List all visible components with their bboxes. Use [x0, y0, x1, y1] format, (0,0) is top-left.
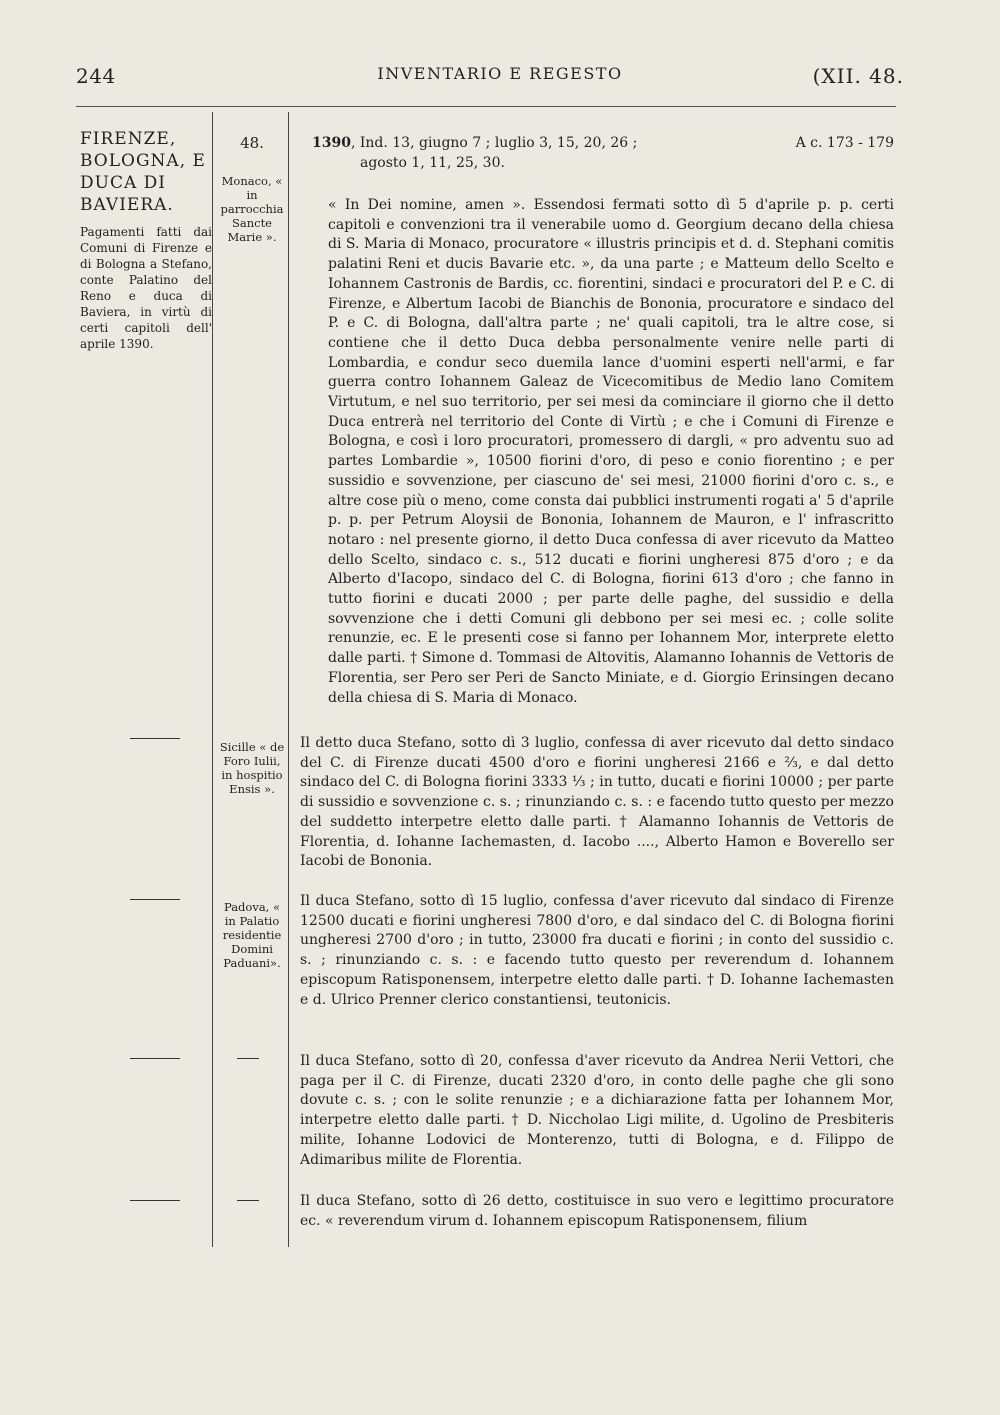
paragraph: Il duca Stefano, sotto dì 15 luglio, confessa d'aver ricevuto dal sindaco di Firenze 12500 ducati e fiorini ungheresi 7800 d'oro, e dal sindaco del C. di Bologna fiorini ungheresi 2700 d'oro ; in tutto, 23000 fra ducati e fiorini ; in conto del sussidio c. s. ; rinunziando c. s. : e facendo tutto questo per reverendum d. Iohannem episcopum Ratisponensem, interpetre eletto dalle parti. † D. Iohanne Iachemasten e d. Ulrico Prenner clerico constantiensi, teutonicis. [300, 893, 894, 1008]
entry-body [300, 892, 894, 1010]
left-margin-column [80, 128, 212, 352]
ditto-dash [237, 1058, 259, 1059]
entry-dates: , Ind. 13, giugno 7 ; luglio 3, 15, 20, 26 ; [350, 135, 638, 151]
place-heading: FIRENZE, BOLOGNA, E DUCA DI BAVIERA. [80, 129, 206, 215]
location-padova: Padova, « in Palatio residentie Domini Paduani». [222, 900, 282, 970]
archive-reference: A c. 173 - 179 [795, 135, 894, 151]
paragraph: Il duca Stefano, sotto dì 26 detto, costituisce in suo vero e legittimo procuratore ec. « reverendum virum d. Iohannem episcopum Ratisponensem, filium [300, 1193, 894, 1229]
paragraph: Il duca Stefano, sotto dì 20, confessa d'aver ricevuto da Andrea Nerii Vettori, che paga per il C. di Firenze, ducati 2320 d'oro, in conto delle paghe che gli sono dovute c. s. ; con le solite renunzie ; e a dichiarazione fatta per Iohannem Mor, interpetre eletto dalle parti. † D. Niccholao Ligi milite, d. Ugolino de Presbiteris milite, Iohanne Lodovici de Monterenzo, tutti di Bologna, e d. Filippo de Adimaribus milite de Florentia. [300, 1053, 894, 1168]
entry-body [300, 1192, 894, 1231]
paragraph: « In Dei nomine, amen ». Essendosi fermati sotto dì 5 d'aprile p. p. certi capitoli e convenzioni tra il venerabile uomo d. Georgium decano della chiesa di S. Maria di Monaco, procuratore « illustris principis et d. d. Stephani comitis palatini Reni et ducis Bavarie etc. », da una parte ; e Matteum dello Scelto e Iohannem Castronis de Bardis, cc. fiorentini, sindaci e procuratori del P. e C. di Firenze, e Albertum Iacobi de Bianchis de Bononia, procuratore e sindaco del P. e C. di Bologna, dall'altra parte ; ne' quali capitoli, tra le altre cose, si contiene che il detto Duca debba personalmente venire nelle parti di Lombardia, e condur seco duemila lance d'uomini esperti nell'armi, e far guerra contro Iohannem Galeaz de Vicecomitibus de Medio lano Comitem Virtutum, e nel suo territorio, per sei mesi da cominciare il giorno che il detto Duca entrerà nel territorio del Conte di Virtù ; e che i Comuni di Firenze e Bologna, e così i loro procuratori, promessero di dargli, « pro adventu suo ad partes Lombardie », 10500 fiorini d'oro, di peso e conio fiorentino ; e per sussidio e sovvenzione, per ciascuno de' sei mesi, 21000 fiorini d'oro c. s., e altre cose più o meno, come consta dai pubblici instrumenti rogati a' 5 d'aprile p. p. per Petrum Aloysii de Bononia, Iohannem de Mauron, e l' infrascritto notaro : nel presente giorno, il detto Duca confessa di aver ricevuto da Matteo dello Scelto, sindaco c. s., 512 ducati e fiorini ungheresi 875 d'oro ; e da Alberto d'Iacopo, sindaco del C. di Bologna, fiorini 613 d'oro ; che fanno in tutto fiorini e ducati 2000 ; per parte delle paghe, del sussidio e della sovvenzione che i detti Comuni gli debbono per sei mesi ec. ; colle solite renunzie, ec. E le presenti cose si fanno per Iohannem Mor, interprete eletto dalle parti. † Simone d. Tommasi de Altovitis, Alamanno Iohannis de Vettoris de Florentia, ser Pero ser Peri de Sancto Miniate, e d. Giorgio Erinsingen decano della chiesa di S. Maria di Monaco. [328, 197, 894, 706]
entry-year: 1390 [312, 135, 351, 151]
page-number: 244 [76, 64, 116, 88]
paragraph: Il detto duca Stefano, sotto dì 3 luglio, confessa di aver ricevuto dal detto sindaco del C. di Firenze ducati 4500 d'oro e fiorini ungheresi 2166 e ⅔, e dal detto sindaco del C. di Bologna fiorini 3333 ⅓ ; in tutto, ducati e fiorini 10000 ; per parte di sussidio e sovvenzione c. s. ; rinunziando c. s. : e facendo tutto questo per mezzo del suddetto interpetre eletto dalle parti. † Alamanno Iohannis de Vettoris de Florentia, d. Iohanne Iachemasten, d. Iacobo ...., Alberto Hamon e Boverello ser Iacobi de Bononia. [300, 735, 894, 870]
entry-body [300, 196, 894, 708]
ditto-dash [130, 1200, 180, 1201]
entry-summary: Pagamenti fatti dai Comuni di Firenze e di Bologna a Stefano, conte Palatino del Reno e duca di Baviera, in virtù di certi capitoli dell' aprile 1390. [80, 225, 212, 351]
ditto-dash [237, 1200, 259, 1201]
entry-heading [300, 134, 894, 173]
header-rule [76, 106, 896, 107]
entry-body [300, 734, 894, 872]
section-marker: (XII. 48. [812, 64, 904, 88]
location-sicille: Sicille « de Foro Iulii, in hospitio Ensis ». [219, 740, 285, 796]
running-title: INVENTARIO E REGESTO [377, 64, 623, 83]
location-monaco: Monaco, « in parrocchia Sancte Marie ». [220, 174, 284, 244]
column-divider-left [212, 112, 213, 1247]
middle-column-top [218, 134, 286, 244]
entry-number: 48. [240, 134, 264, 152]
entry-body [300, 1052, 894, 1170]
ditto-dash [130, 899, 180, 900]
column-divider-right [288, 112, 289, 1247]
entry-dates-cont: agosto 1, 11, 25, 30. [360, 154, 505, 171]
ditto-dash [130, 1058, 180, 1059]
ditto-dash [130, 738, 180, 739]
